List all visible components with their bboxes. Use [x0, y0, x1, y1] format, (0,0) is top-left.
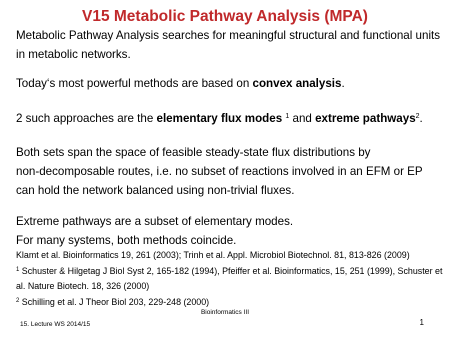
efm-footnote-marker: 1: [285, 113, 290, 120]
flux-line-2: non-decomposable routes, i.e. no subset of reactions involved in an EFM or EP: [16, 165, 423, 178]
reference-line-1: Klamt et al. Bioinformatics 19, 261 (2003); Trinh et al. Appl. Microbiol Biotechnol. 81, 813-826 (2009): [16, 250, 410, 260]
convex-analysis-paragraph: [16, 74, 441, 93]
approaches-paragraph: [16, 109, 441, 128]
approaches-text-post: .: [419, 112, 423, 125]
reference-marker-2: 2: [16, 297, 20, 304]
reference-text-2: Schuster & Hilgetag J Biol Syst 2, 165-182 (1994), Pfeiffer et al. Bioinformatics, 15, 251 (1999), Schuster et: [19, 265, 443, 276]
extreme-pathways-term: extreme pathways: [315, 112, 416, 125]
intro-line-2: in metabolic networks.: [16, 48, 131, 61]
intro-paragraph: [16, 26, 441, 64]
subset-paragraph: [16, 212, 441, 250]
convex-text-bold: convex analysis: [252, 77, 342, 90]
flux-line-3: can hold the network balanced using non-trivial fluxes.: [16, 184, 295, 197]
intro-line-1: Metabolic Pathway Analysis searches for meaningful structural and functional units: [16, 29, 441, 42]
references: [16, 248, 441, 310]
page-number: 1: [419, 318, 424, 327]
ep-footnote-marker: 2: [415, 113, 420, 120]
reference-line-3: al. Nature Biotech. 18, 326 (2000): [16, 281, 150, 292]
reference-marker-1: 1: [16, 266, 20, 273]
convex-text-post: .: [341, 77, 345, 90]
slide-title: V15 Metabolic Pathway Analysis (MPA): [82, 8, 368, 25]
footer-lecture: 15. Lecture WS 2014/15: [20, 321, 91, 328]
reference-line-2: [16, 264, 441, 280]
subset-line-2: For many systems, both methods coincide.: [16, 234, 237, 247]
approaches-text-pre: 2 such approaches are the: [16, 112, 157, 125]
subset-line-1: Extreme pathways are a subset of elementary modes.: [16, 215, 294, 228]
flux-line-1: Both sets span the space of feasible steady-state flux distributions by: [16, 146, 371, 159]
reference-text-4: Schilling et al. J Theor Biol 203, 229-248 (2000): [19, 296, 210, 307]
approaches-text-mid: and: [289, 112, 316, 125]
flux-space-paragraph: [16, 143, 441, 200]
convex-text-pre: Today‘s most powerful methods are based on: [16, 77, 253, 90]
efm-term: elementary flux modes: [156, 112, 283, 125]
footer-course: Bioinformatics III: [200, 309, 250, 316]
